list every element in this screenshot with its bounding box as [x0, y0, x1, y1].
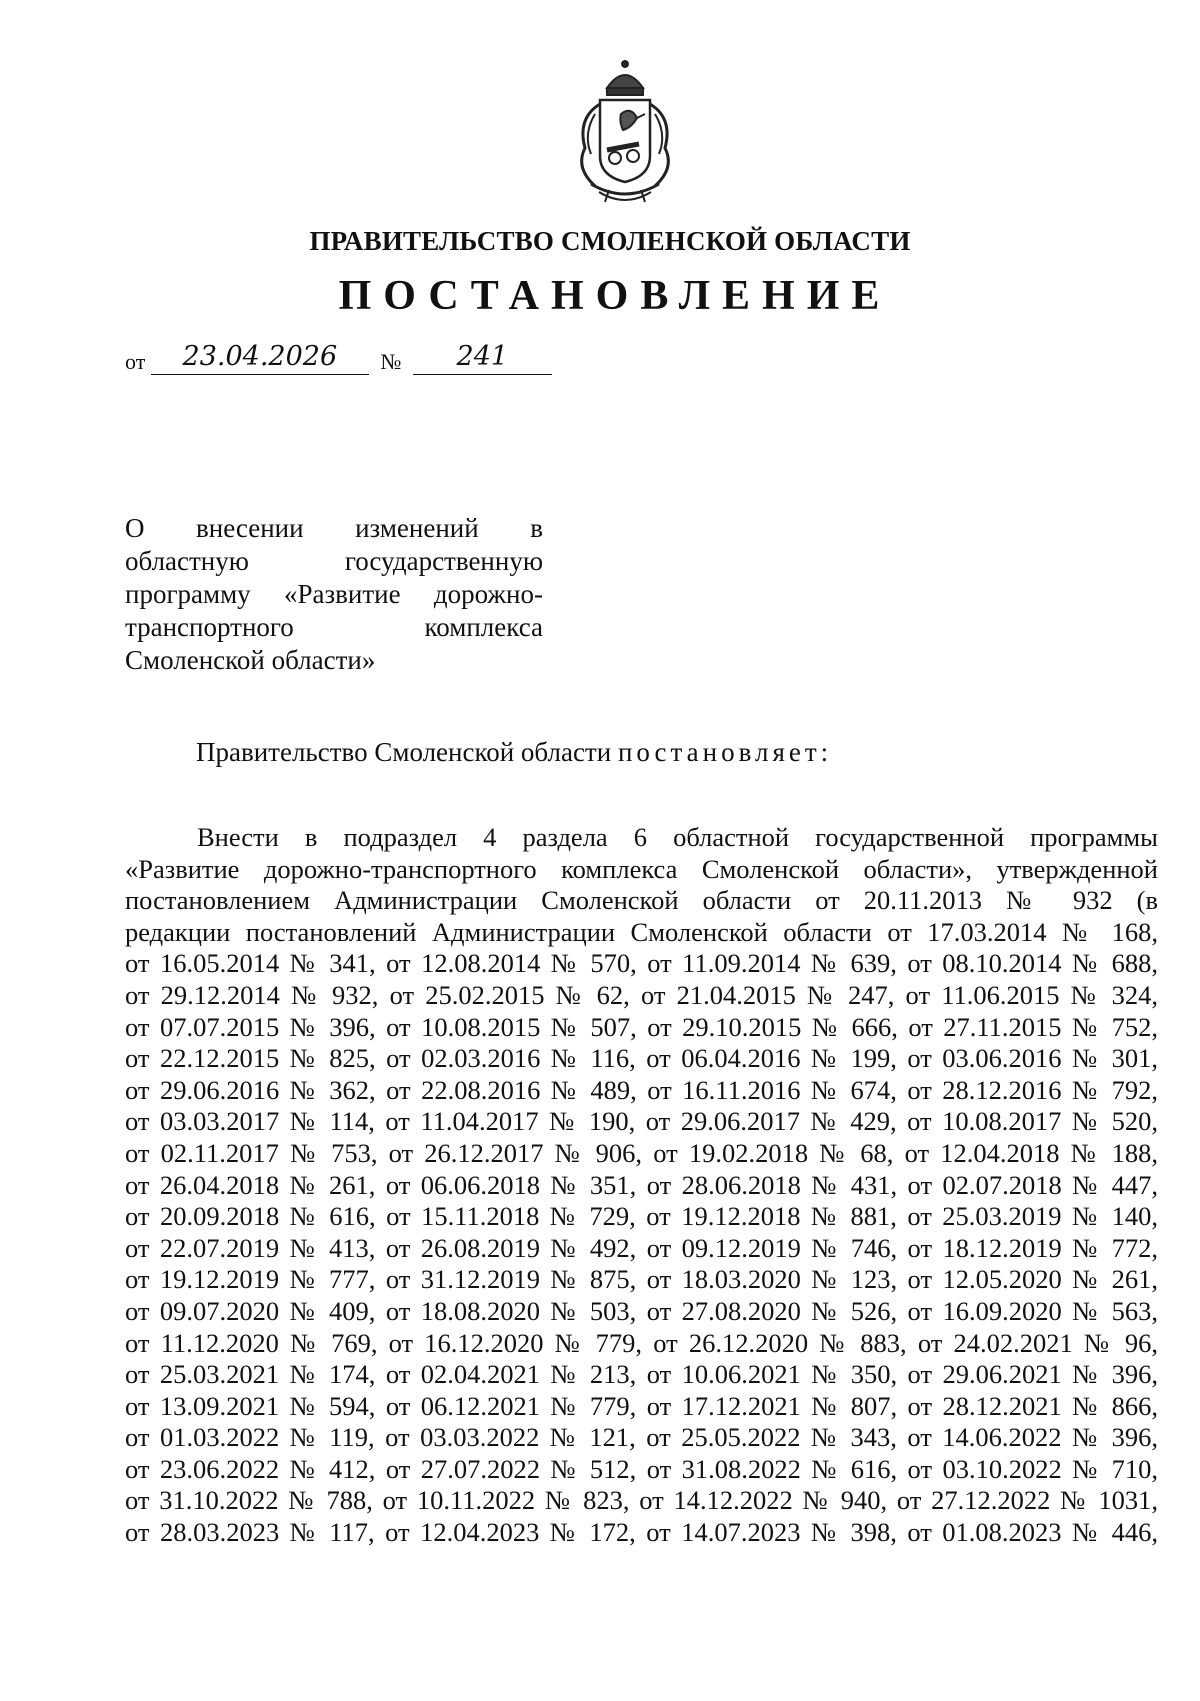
body-line: Внести в подраздел 4 раздела 6 областной государственной программы — [197, 822, 1158, 852]
body-line: от 16.05.2014 № 341, от 12.08.2014 № 570, от 11.09.2014 № 639, от 08.10.2014 № 688, — [125, 948, 1158, 979]
subject-line: транспортного комплекса — [125, 612, 543, 642]
handwritten-date: 23.04.2026 — [151, 340, 369, 375]
body-line: от 28.03.2023 № 117, от 12.04.2023 № 172, от 14.07.2023 № 398, от 01.08.2023 № 446, — [125, 1517, 1158, 1548]
body-line: от 13.09.2021 № 594, от 06.12.2021 № 779, от 17.12.2021 № 807, от 28.12.2021 № 866, — [125, 1390, 1158, 1421]
subject-line: Смоленской области» — [125, 645, 376, 675]
number-prefix: № — [380, 349, 402, 374]
subject-line: О внесении изменений в — [125, 513, 543, 543]
registration-line — [125, 340, 552, 375]
body-line: от 20.09.2018 № 616, от 15.11.2018 № 729, от 19.12.2018 № 881, от 25.03.2019 № 140, — [125, 1201, 1158, 1232]
body-line: от 23.06.2022 № 412, от 27.07.2022 № 512, от 31.08.2022 № 616, от 03.10.2022 № 710, — [125, 1453, 1158, 1484]
document-subject — [125, 512, 543, 677]
body-line: от 11.12.2020 № 769, от 16.12.2020 № 779, от 26.12.2020 № 883, от 24.02.2021 № 96, — [125, 1327, 1158, 1358]
handwritten-number: 241 — [413, 340, 552, 375]
subject-line: областную государственную — [125, 546, 543, 576]
document-type-heading: ПОСТАНОВЛЕНИЕ — [338, 273, 892, 319]
date-prefix: от — [125, 349, 146, 374]
preamble — [196, 737, 832, 768]
subject-line: программу «Развитие дорожно- — [125, 579, 543, 609]
organization-title: ПРАВИТЕЛЬСТВО СМОЛЕНСКОЙ ОБЛАСТИ — [309, 226, 911, 256]
body-line: от 25.03.2021 № 174, от 02.04.2021 № 213, от 10.06.2021 № 350, от 29.06.2021 № 396, — [125, 1359, 1158, 1390]
decree-word: постановляет: — [617, 737, 833, 767]
body-line: от 29.06.2016 № 362, от 22.08.2016 № 489, от 16.11.2016 № 674, от 28.12.2016 № 792, — [125, 1074, 1158, 1105]
body-line: от 01.03.2022 № 119, от 03.03.2022 № 121, от 25.05.2022 № 343, от 14.06.2022 № 396, — [125, 1422, 1158, 1453]
body-line: от 09.07.2020 № 409, от 18.08.2020 № 503, от 27.08.2020 № 526, от 16.09.2020 № 563, — [125, 1295, 1158, 1326]
body-line: от 19.12.2019 № 777, от 31.12.2019 № 875, от 18.03.2020 № 123, от 12.05.2020 № 261, — [125, 1264, 1158, 1295]
body-line: от 26.04.2018 № 261, от 06.06.2018 № 351, от 28.06.2018 № 431, от 02.07.2018 № 447, — [125, 1169, 1158, 1200]
body-line: от 22.07.2019 № 413, от 26.08.2019 № 492, от 09.12.2019 № 746, от 18.12.2019 № 772, — [125, 1232, 1158, 1263]
smolensk-coat-of-arms-icon — [565, 58, 685, 208]
body-text — [125, 822, 1158, 1549]
body-line: редакции постановлений Администрации Смоленской области от 17.03.2014 № 168, — [125, 916, 1158, 947]
body-line: от 02.11.2017 № 753, от 26.12.2017 № 906, от 19.02.2018 № 68, от 12.04.2018 № 188, — [125, 1137, 1158, 1168]
body-line: «Развитие дорожно-транспортного комплекса Смоленской области», утвержденной — [125, 853, 1158, 884]
body-line: от 03.03.2017 № 114, от 11.04.2017 № 190, от 29.06.2017 № 429, от 10.08.2017 № 520, — [125, 1106, 1158, 1137]
body-line: от 31.10.2022 № 788, от 10.11.2022 № 823, от 14.12.2022 № 940, от 27.12.2022 № 1031, — [125, 1485, 1158, 1516]
body-line: постановлением Администрации Смоленской области от 20.11.2013 № 932 (в — [125, 885, 1158, 916]
body-line: от 07.07.2015 № 396, от 10.08.2015 № 507, от 29.10.2015 № 666, от 27.11.2015 № 752, — [125, 1011, 1158, 1042]
body-line: от 29.12.2014 № 932, от 25.02.2015 № 62, от 21.04.2015 № 247, от 11.06.2015 № 324, — [125, 979, 1158, 1010]
body-line: от 22.12.2015 № 825, от 02.03.2016 № 116, от 06.04.2016 № 199, от 03.06.2016 № 301, — [125, 1043, 1158, 1074]
preamble-text: Правительство Смоленской области — [196, 737, 618, 767]
